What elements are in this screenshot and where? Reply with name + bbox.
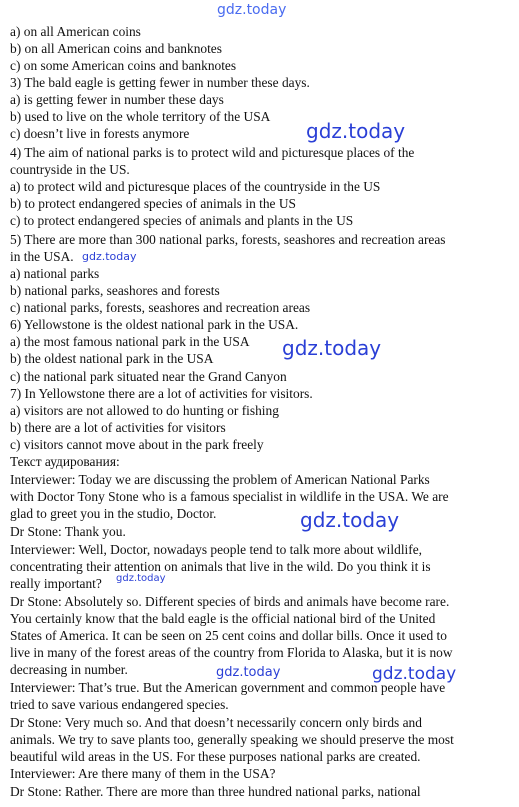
watermark: gdz.today <box>282 336 382 360</box>
text-line: live in many of the forest areas of the country from Florida to Alaska, but it is now <box>10 645 453 660</box>
text-line: c) visitors cannot move about in the park freely <box>10 437 264 452</box>
text-line: Interviewer: Are there many of them in the USA? <box>10 766 276 781</box>
text-line: tried to save various endangered species. <box>10 697 229 712</box>
text-line: c) doesn’t live in forests anymore <box>10 126 190 141</box>
text-line: c) on some American coins and banknotes <box>10 58 237 73</box>
watermark: gdz.today <box>217 2 287 18</box>
watermark: gdz.today <box>372 664 457 684</box>
text-line: b) on all American coins and banknotes <box>10 41 222 56</box>
text-line: Dr Stone: Rather. There are more than three hundred national parks, national <box>10 784 421 799</box>
text-line: Текст аудирования: <box>10 454 120 469</box>
text-line: decreasing in number. <box>10 662 128 677</box>
text-line: a) the most famous national park in the USA <box>10 334 250 349</box>
text-line: c) to protect endangered species of animals and plants in the US <box>10 213 354 228</box>
text-line: 6) Yellowstone is the oldest national park in the USA. <box>10 317 299 332</box>
text-line: a) visitors are not allowed to do hunting or fishing <box>10 403 279 418</box>
text-line: with Doctor Tony Stone who is a famous specialist in wildlife in the USA. We are <box>10 489 449 504</box>
text-line: 5) There are more than 300 national parks, forests, seashores and recreation areas <box>10 232 446 247</box>
text-line: b) national parks, seashores and forests <box>10 283 220 298</box>
watermark: gdz.today <box>306 119 406 143</box>
text-line: Dr Stone: Very much so. And that doesn’t necessarily concern only birds and <box>10 715 422 730</box>
text-line: b) to protect endangered species of animals in the US <box>10 196 296 211</box>
text-line: c) the national park situated near the Grand Canyon <box>10 369 287 384</box>
watermark: gdz.today <box>216 665 281 680</box>
text-line: a) is getting fewer in number these days <box>10 92 224 107</box>
text-line: animals. We try to save plants too, generally speaking we should preserve the most <box>10 732 454 747</box>
text-line: concentrating their attention on animals that live in the wild. Do you think it is <box>10 559 431 574</box>
text-line: b) used to live on the whole territory of the USA <box>10 109 271 124</box>
text-line: a) on all American coins <box>10 24 141 39</box>
text-line: Dr Stone: Absolutely so. Different species of birds and animals have become rare. <box>10 594 450 609</box>
text-line: States of America. It can be seen on 25 cent coins and dollar bills. Once it used to <box>10 628 447 643</box>
text-line: Interviewer: Today we are discussing the problem of American National Parks <box>10 472 430 487</box>
text-line: 3) The bald eagle is getting fewer in number these days. <box>10 75 310 90</box>
text-line: Interviewer: That’s true. But the American government and common people have <box>10 680 446 695</box>
watermark: gdz.today <box>82 250 137 263</box>
text-line: 4) The aim of national parks is to protect wild and picturesque places of the <box>10 145 415 160</box>
watermark: gdz.today <box>116 573 166 584</box>
text-line: c) national parks, forests, seashores and recreation areas <box>10 300 311 315</box>
text-line: a) national parks <box>10 266 100 281</box>
text-line: in the USA. <box>10 249 74 264</box>
text-line: Dr Stone: Thank you. <box>10 524 126 539</box>
text-line: glad to greet you in the studio, Doctor. <box>10 506 217 521</box>
text-line: b) the oldest national park in the USA <box>10 351 214 366</box>
text-line: really important? <box>10 576 102 591</box>
text-line: Interviewer: Well, Doctor, nowadays people tend to talk more about wildlife, <box>10 542 423 557</box>
watermark: gdz.today <box>300 508 400 532</box>
text-line: countryside in the US. <box>10 162 130 177</box>
text-line: a) to protect wild and picturesque places of the countryside in the US <box>10 179 381 194</box>
text-line: You certainly know that the bald eagle is the official national bird of the United <box>10 611 436 626</box>
text-line: beautiful wild areas in the US. For these purposes national parks are created. <box>10 749 421 764</box>
text-line: 7) In Yellowstone there are a lot of activities for visitors. <box>10 386 313 401</box>
text-line: b) there are a lot of activities for visitors <box>10 420 226 435</box>
